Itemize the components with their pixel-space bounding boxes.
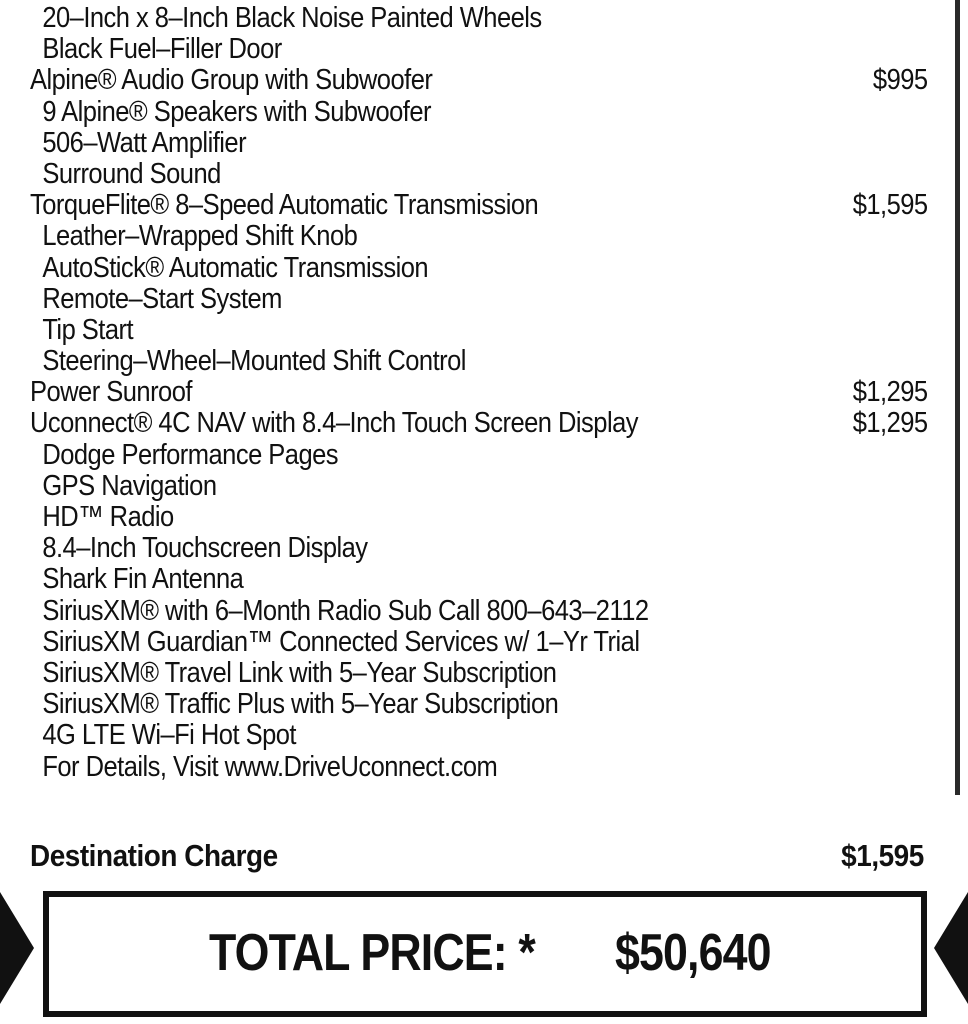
option-price: $995 <box>872 64 928 97</box>
option-label: 9 Alpine® Speakers with Subwoofer <box>42 95 431 128</box>
option-feature-line <box>30 720 820 751</box>
option-label: For Details, Visit www.DriveUconnect.com <box>42 750 498 783</box>
destination-charge-price: $1,595 <box>841 838 924 873</box>
option-feature-line <box>30 221 820 252</box>
option-label: HD™ Radio <box>42 501 174 533</box>
option-label: Shark Fin Antenna <box>42 563 244 596</box>
option-feature-line <box>30 752 820 783</box>
option-label: Tip Start <box>42 313 134 346</box>
option-feature-line <box>30 346 820 377</box>
option-label: SiriusXM® Travel Link with 5–Year Subscription <box>42 656 557 689</box>
total-price-label: TOTAL PRICE: * <box>209 924 535 982</box>
option-label: Alpine® Audio Group with Subwoofer <box>30 64 433 97</box>
option-feature-line <box>30 596 820 627</box>
option-label: TorqueFlite® 8–Speed Automatic Transmission <box>30 189 539 222</box>
right-border-rule <box>955 0 960 795</box>
option-label: Remote–Start System <box>42 282 282 315</box>
option-feature-line <box>30 533 820 564</box>
option-label: Steering–Wheel–Mounted Shift Control <box>42 345 466 378</box>
option-package-line <box>30 64 928 97</box>
option-feature-line <box>30 34 820 65</box>
option-feature-line <box>30 159 820 190</box>
option-feature-line <box>30 253 820 284</box>
option-label: Surround Sound <box>42 157 221 190</box>
option-label: Dodge Performance Pages <box>42 438 339 471</box>
option-feature-line <box>30 315 820 346</box>
left-arrow-icon <box>0 892 34 1004</box>
option-feature-line <box>30 284 820 315</box>
option-package-line <box>30 376 928 409</box>
option-label: 8.4–Inch Touchscreen Display <box>42 532 368 565</box>
option-feature-line <box>30 471 820 502</box>
option-label: SiriusXM® Traffic Plus with 5–Year Subscription <box>42 688 559 721</box>
destination-charge-label: Destination Charge <box>30 838 278 873</box>
option-feature-line <box>30 440 820 471</box>
option-feature-line <box>30 502 820 533</box>
option-label: Black Fuel–Filler Door <box>42 33 282 66</box>
option-package-line <box>30 407 928 440</box>
option-label: 20–Inch x 8–Inch Black Noise Painted Wheels <box>42 2 542 34</box>
option-feature-line <box>30 689 820 720</box>
option-label: SiriusXM® with 6–Month Radio Sub Call 800–643–2112 <box>42 594 649 627</box>
option-feature-line <box>30 97 820 128</box>
option-label: 506–Watt Amplifier <box>42 126 247 159</box>
option-price: $1,295 <box>852 376 928 409</box>
destination-charge-row <box>30 836 924 876</box>
option-label: SiriusXM Guardian™ Connected Services w/ 1–Yr Trial <box>42 625 640 658</box>
total-price-value: $50,640 <box>615 924 771 982</box>
option-package-line <box>30 189 928 222</box>
option-label: GPS Navigation <box>42 469 217 502</box>
option-label: 4G LTE Wi–Fi Hot Spot <box>42 719 296 752</box>
option-label: Uconnect® 4C NAV with 8.4–Inch Touch Screen Display <box>30 407 638 440</box>
options-list <box>30 3 928 783</box>
option-feature-line <box>30 564 820 595</box>
right-arrow-icon <box>934 892 968 1004</box>
option-feature-line <box>30 3 820 34</box>
total-price-box <box>43 891 927 1017</box>
option-feature-line <box>30 627 820 658</box>
option-price: $1,295 <box>852 407 928 440</box>
option-label: Power Sunroof <box>30 376 192 409</box>
option-feature-line <box>30 658 820 689</box>
option-feature-line <box>30 128 820 159</box>
option-label: Leather–Wrapped Shift Knob <box>42 220 358 253</box>
option-label: AutoStick® Automatic Transmission <box>42 251 429 284</box>
option-price: $1,595 <box>852 189 928 222</box>
